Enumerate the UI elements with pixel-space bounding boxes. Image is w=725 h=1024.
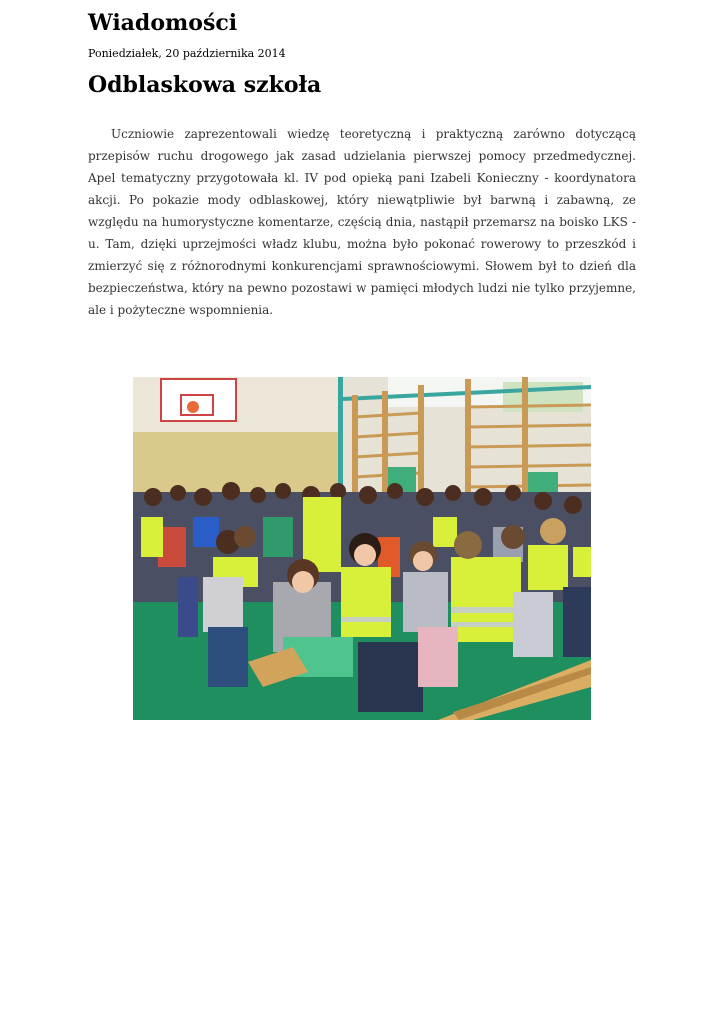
gym-assembly-photo [133, 377, 591, 720]
article-body: Uczniowie zaprezentowali wiedzę teoretyczną i praktyczną zarówno dotyczącą przepisów ruchu drogowego jak zasad udzielania pierwszej pomocy przedmedycznej. Apel tematyczny przygotowała kl. IV pod opieką pani Izabeli Konieczny - koordynatora akcji. Po pokazie mody odblaskowej, który niewątpliwie był barwną i zabawną, ze względu na humorystyczne komentarze, częścią dnia, nastąpił przemarsz na boisko LKS - u. Tam, dzięki uprzejmości władz klubu, można było pokonać rowerowy to przeszkód i zmierzyć się z różnorodnymi konkurencjami sprawnościowymi. Słowem był to dzień dla bezpieczeństwa, który na pewno pozostawi w pamięci młodych ludzi nie tylko przyjemne, ale i pożyteczne wspomnienia. [88, 127, 636, 317]
article-date: Poniedziałek, 20 października 2014 [88, 47, 286, 60]
section-title: Wiadomości [88, 10, 238, 36]
article-title: Odblaskowa szkoła [88, 72, 322, 98]
